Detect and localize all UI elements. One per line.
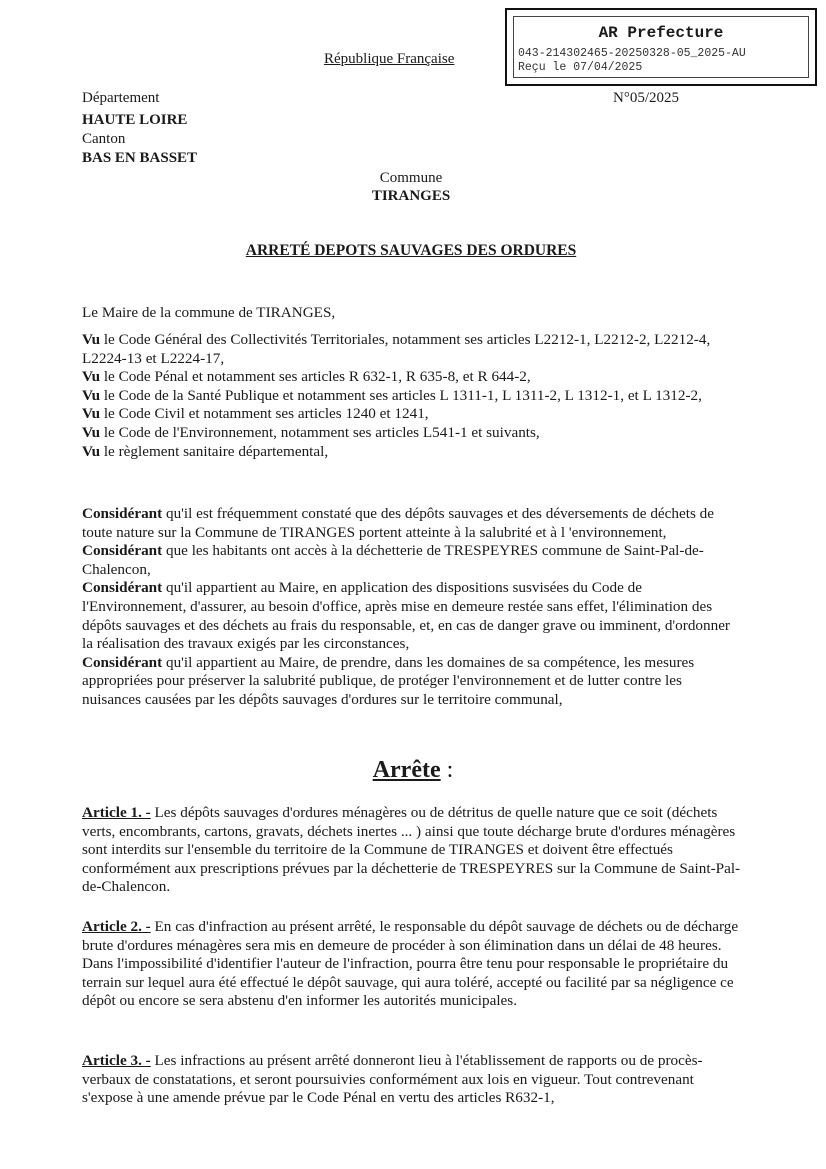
department-name: HAUTE LOIRE <box>82 112 188 128</box>
stamp-title: AR Prefecture <box>598 24 724 42</box>
considerant-text: que les habitants ont accès à la déchetterie de TRESPEYRES commune de Saint-Pal-de-Chalencon, <box>82 542 704 578</box>
considerant-text: qu'il appartient au Maire, en application des dispositions susvisées du Code de l'Environnement, d'assurer, au besoin d'office, après mise en demeure restée sans effet, l'élimination des dépôts sauvages et des déchets au frais du responsable, et, en cas de danger grave ou imminent, d'ordonner la réalisation des travaux exigés par les circonstances, <box>82 579 730 653</box>
stamp-received: Reçu le 07/04/2025 <box>518 61 643 74</box>
vu-item <box>82 368 742 387</box>
intro-line: Le Maire de la commune de TIRANGES, <box>82 304 336 321</box>
vu-keyword: Vu <box>82 442 101 460</box>
vu-item <box>82 331 742 368</box>
article-2 <box>82 918 742 1011</box>
considerant-keyword: Considérant <box>82 542 163 560</box>
canton-name: BAS EN BASSET <box>82 150 198 166</box>
vu-list <box>82 331 742 461</box>
vu-text: le Code de la Santé Publique et notamment ses articles L 1311-1, L 1311-2, L 1312-1, et L 1312-2, <box>100 386 702 404</box>
canton-label: Canton <box>82 131 126 147</box>
vu-keyword: Vu <box>82 405 101 423</box>
decree-number: N°05/2025 <box>613 90 679 106</box>
prefecture-stamp <box>505 8 817 86</box>
considerant-keyword: Considérant <box>82 505 163 522</box>
arrete-colon: : <box>440 757 454 783</box>
vu-keyword: Vu <box>82 423 101 441</box>
vu-text: le Code de l'Environnement, notamment ses articles L541-1 et suivants, <box>100 423 540 441</box>
arrete-word: Arrête <box>372 757 441 783</box>
considerant-text: qu'il appartient au Maire, de prendre, dans les domaines de sa compétence, les mesures appropriées pour préserver la salubrité publique, de protéger l'environnement et de lutter contre les nuisances causées par les dépôts sauvages d'ordures sur le territoire communal, <box>82 653 695 708</box>
vu-item <box>82 405 742 424</box>
article-text: En cas d'infraction au présent arrêté, le responsable du dépôt sauvage de déchets ou de décharge brute d'ordures ménagères sera mis en demeure de procéder à son élimination dans un délai de 48 heures. Dans l'impossibilité d'identifier l'auteur de l'infraction, pourra être tenu pour responsable le propriétaire du terrain sur lequel aura été effectué le dépôt sauvage, qui aura toléré, accepté ou facilité par sa négligence ce dépôt ou encore se sera abstenu d'en informer les autorités municipales. <box>82 918 739 1010</box>
considerant-item <box>82 505 742 542</box>
vu-item <box>82 443 742 462</box>
commune-label: Commune <box>379 170 443 186</box>
department-label: Département <box>82 90 160 106</box>
vu-text: le Code Civil et notamment ses articles 1240 et 1241, <box>100 405 429 423</box>
article-label: Article 1. - <box>82 804 151 821</box>
vu-keyword: Vu <box>82 331 101 348</box>
considerant-item <box>82 654 742 710</box>
article-text: Les infractions au présent arrêté donneront lieu à l'établissement de rapports ou de procès-verbaux de constatations, et seront poursuivies conformément aux lois en vigueur. Tout contrevenant s'expose à une amende prévue par le Code Pénal en vertu des articles R632-1, <box>82 1052 703 1107</box>
considerant-text: qu'il est fréquemment constaté que des dépôts sauvages et des déversements de déchets de toute nature sur la Commune de TIRANGES portent atteinte à la salubrité et à l 'environnement, <box>82 505 715 541</box>
article-label: Article 3. - <box>82 1052 151 1069</box>
vu-item <box>82 424 742 443</box>
article-3 <box>82 1052 742 1108</box>
commune-name: TIRANGES <box>371 188 451 204</box>
article-text: Les dépôts sauvages d'ordures ménagères ou de détritus de quelle nature que ce soit (déchets verts, encombrants, cartons, gravats, déchets inertes ... ) ainsi que toute décharge brute d'ordures ménagères sont interdits sur l'ensemble du territoire de la Commune de TIRANGES et doivent être effectués conformément aux prescriptions prévues par la déchetterie de TRESPEYRES sur la Commune de Saint-Pal-de-Chalencon. <box>82 804 741 896</box>
vu-item <box>82 387 742 406</box>
republic-heading: République Française <box>324 51 455 67</box>
considerant-keyword: Considérant <box>82 579 163 597</box>
stamp-reference: 043-214302465-20250328-05_2025-AU <box>518 47 746 60</box>
stamp-frame <box>513 16 809 78</box>
vu-keyword: Vu <box>82 368 101 386</box>
vu-text: le règlement sanitaire départemental, <box>100 442 329 460</box>
arrete-heading <box>0 757 826 784</box>
article-1 <box>82 804 742 897</box>
vu-text: le Code Général des Collectivités Territoriales, notamment ses articles L2212-1, L2212-2, L2212-4, L2224-13 et L2224-17, <box>82 331 711 367</box>
considerant-item <box>82 579 742 653</box>
document-title: ARRETÉ DEPOTS SAUVAGES DES ORDURES <box>245 242 577 259</box>
vu-text: le Code Pénal et notamment ses articles R 632-1, R 635-8, et R 644-2, <box>100 368 531 386</box>
considerant-keyword: Considérant <box>82 653 163 671</box>
vu-keyword: Vu <box>82 386 101 404</box>
considerant-item <box>82 542 742 579</box>
article-label: Article 2. - <box>82 918 151 935</box>
considerant-list <box>82 505 742 710</box>
